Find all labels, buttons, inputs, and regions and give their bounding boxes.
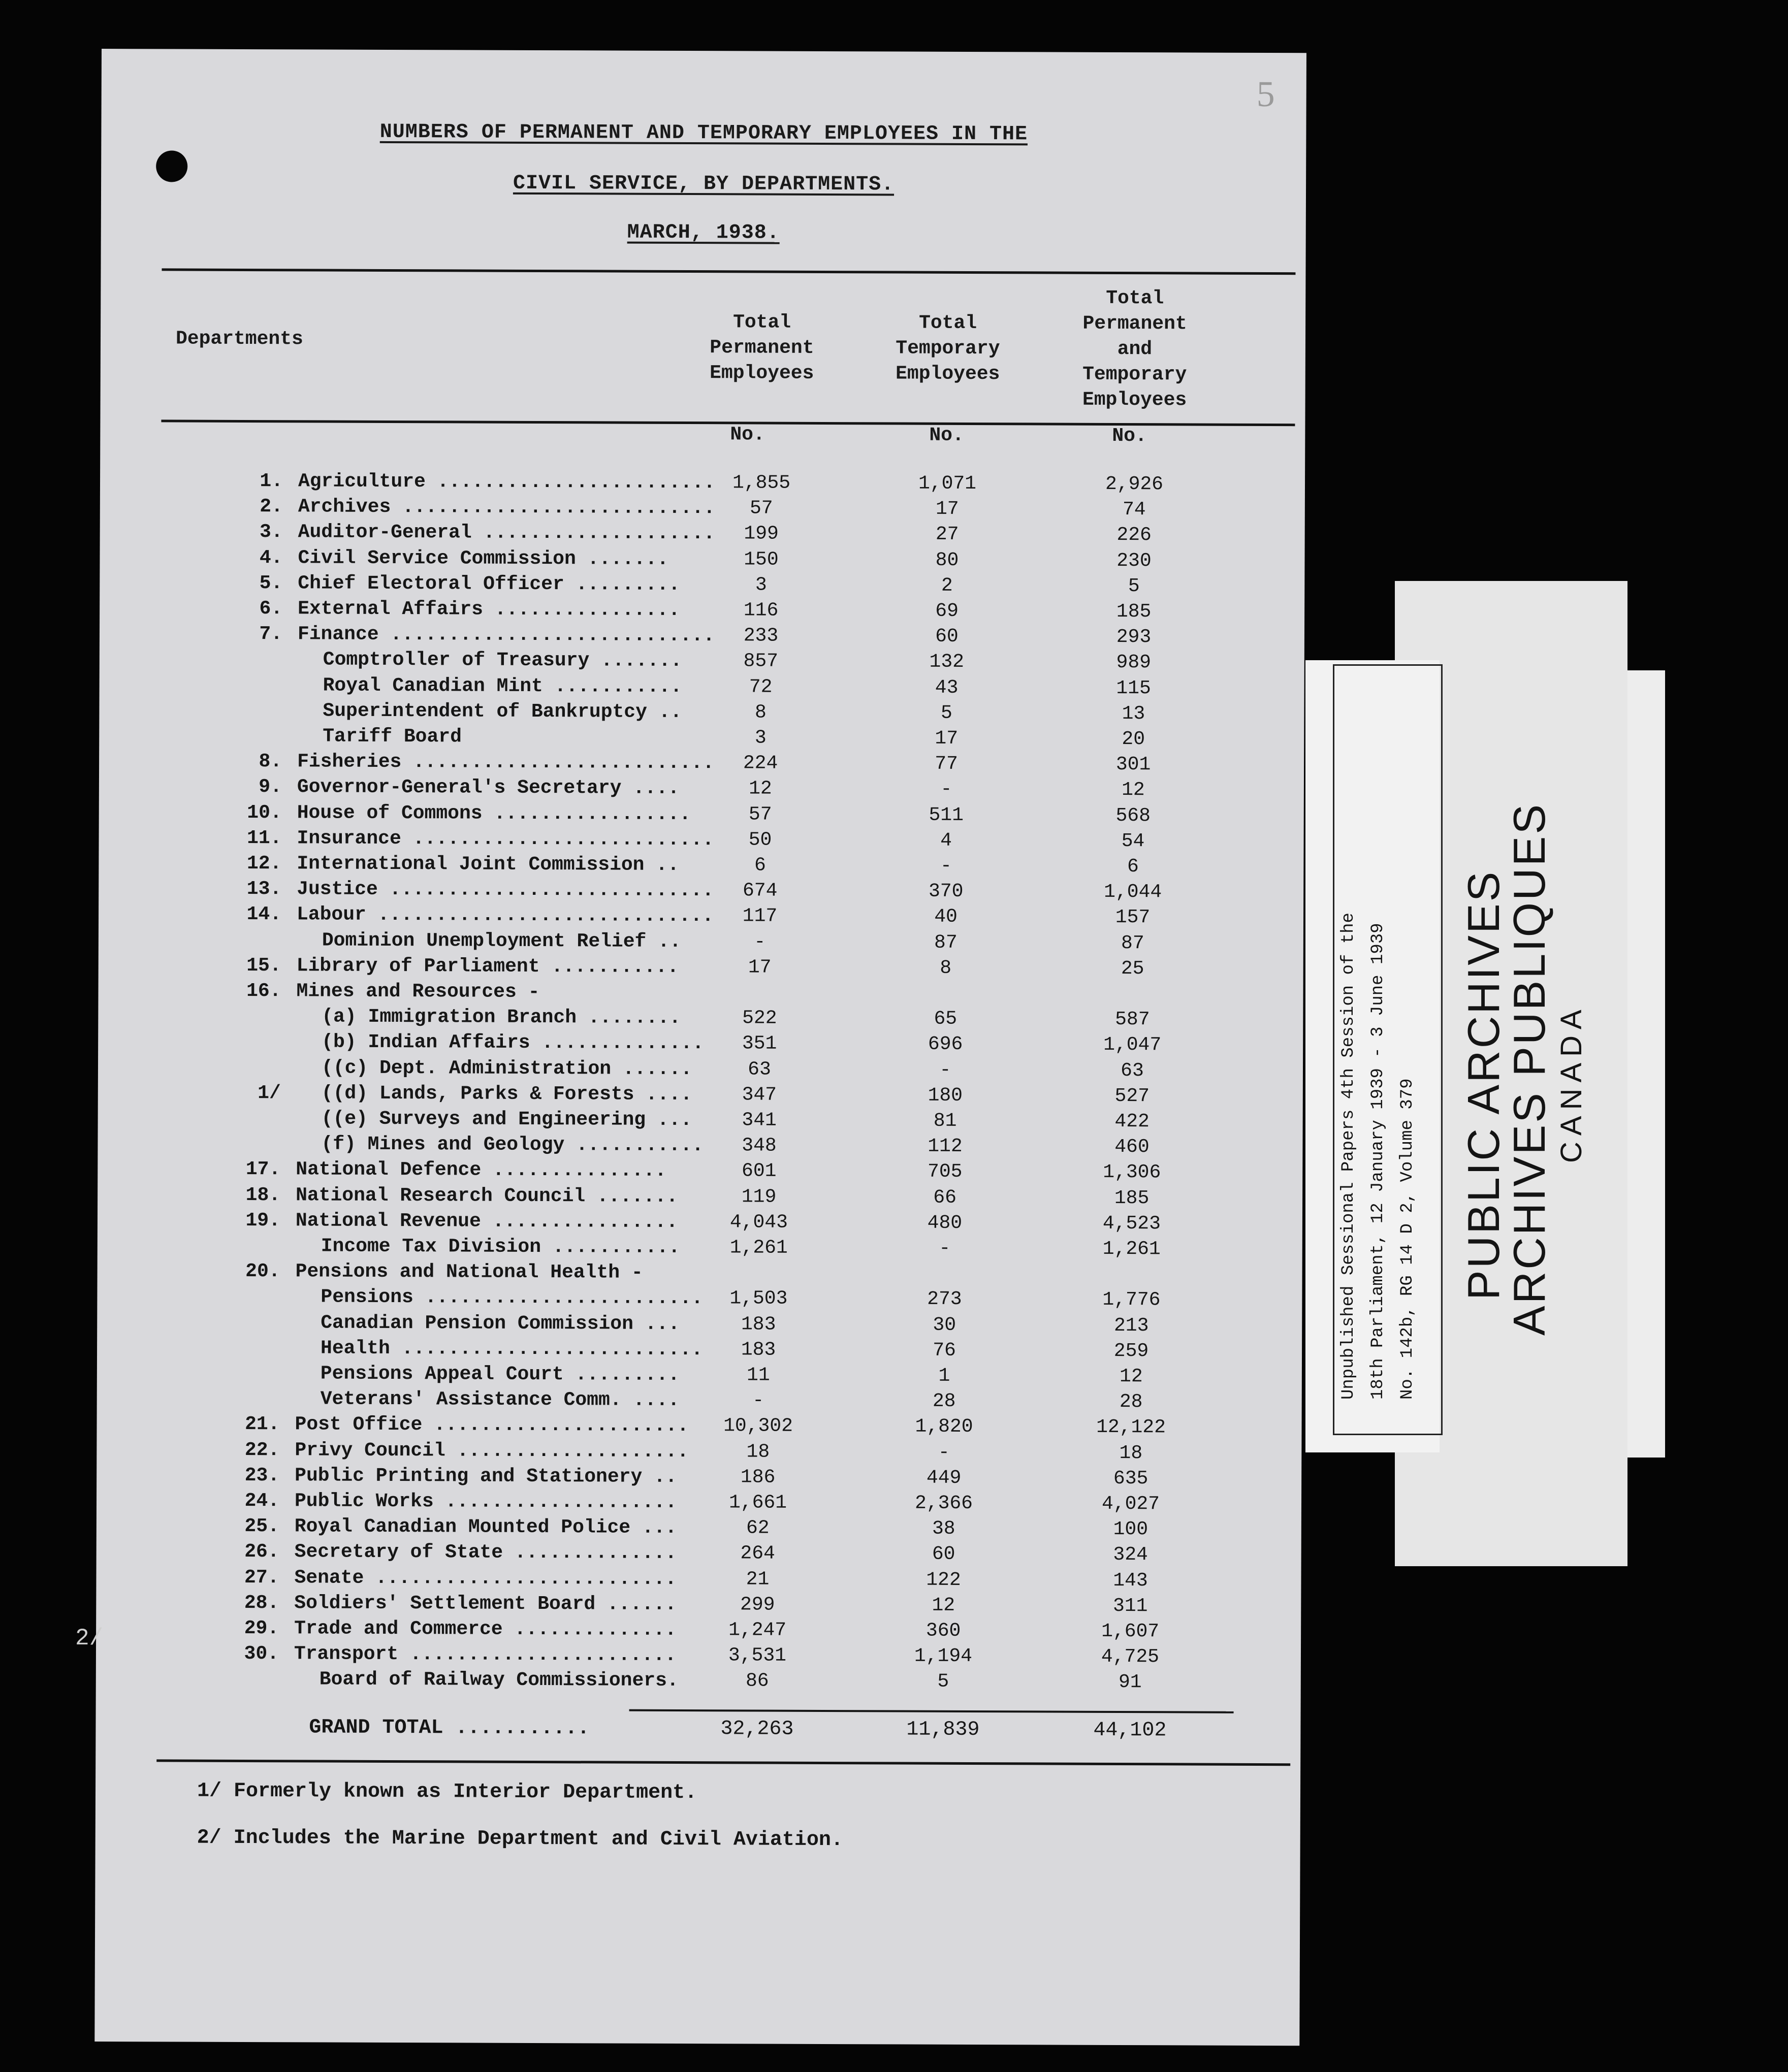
table-row bbox=[97, 1437, 1301, 1467]
permanent-count: 264 bbox=[740, 1542, 775, 1565]
temporary-count: 40 bbox=[934, 905, 957, 928]
total-count: 185 bbox=[1116, 600, 1152, 623]
table-row bbox=[99, 901, 1303, 931]
archive-brand-french: ARCHIVES PUBLIQUES bbox=[1504, 802, 1554, 1336]
table-row bbox=[100, 494, 1305, 523]
department-name: Pensions ........................ bbox=[321, 1286, 704, 1310]
temporary-count: 696 bbox=[928, 1033, 963, 1055]
table-row bbox=[98, 1055, 1303, 1084]
department-name: Comptroller of Treasury ....... bbox=[323, 649, 682, 672]
department-name: Canadian Pension Commission ... bbox=[321, 1312, 680, 1335]
total-count: 568 bbox=[1115, 804, 1151, 827]
total-count: 18 bbox=[1119, 1442, 1143, 1465]
permanent-count: 3 bbox=[754, 727, 767, 749]
archive-tab-edge bbox=[1627, 670, 1665, 1458]
department-name: ((c) Dept. Administration ...... bbox=[321, 1057, 692, 1081]
row-number: 7. bbox=[259, 623, 283, 645]
archive-brand-english: PUBLIC ARCHIVES bbox=[1458, 869, 1509, 1300]
department-name: (a) Immigration Branch ........ bbox=[322, 1006, 681, 1029]
permanent-count: 183 bbox=[741, 1313, 776, 1336]
department-name: (f) Mines and Geology ........... bbox=[321, 1133, 704, 1157]
table-row bbox=[100, 672, 1304, 702]
total-count: 1,261 bbox=[1102, 1238, 1161, 1260]
table-row bbox=[99, 927, 1303, 957]
permanent-count: 119 bbox=[741, 1186, 777, 1208]
document-page bbox=[94, 49, 1306, 2046]
row-number: 17. bbox=[245, 1158, 281, 1181]
department-name: International Joint Commission .. bbox=[297, 853, 680, 876]
table-row bbox=[100, 468, 1305, 498]
temporary-count: 8 bbox=[940, 957, 952, 979]
document-title-line2: CIVIL SERVICE, BY DEPARTMENTS. bbox=[513, 172, 895, 197]
column-header-permanent: Total Permanent Employees bbox=[710, 311, 814, 384]
unit-label-total: No. bbox=[1112, 425, 1147, 447]
table-row bbox=[97, 1284, 1302, 1313]
table-row bbox=[98, 1233, 1302, 1262]
permanent-count: 86 bbox=[745, 1670, 769, 1692]
table-row bbox=[100, 545, 1304, 574]
row-number: 21. bbox=[245, 1413, 280, 1436]
table-row bbox=[97, 1310, 1302, 1339]
temporary-count: 4 bbox=[940, 829, 952, 852]
total-count: 635 bbox=[1113, 1467, 1148, 1490]
temporary-count: 12 bbox=[932, 1594, 955, 1616]
permanent-count: 17 bbox=[748, 956, 772, 979]
total-count: 1,306 bbox=[1103, 1161, 1161, 1184]
permanent-count: 224 bbox=[743, 752, 778, 774]
temporary-count: 1 bbox=[938, 1365, 950, 1387]
department-name: (b) Indian Affairs .............. bbox=[322, 1031, 704, 1055]
table-row bbox=[96, 1565, 1301, 1594]
temporary-count: 180 bbox=[928, 1084, 963, 1107]
total-count: 5 bbox=[1128, 575, 1140, 598]
row-number: 3. bbox=[259, 521, 283, 543]
total-count: 20 bbox=[1122, 728, 1145, 751]
row-number: 4. bbox=[259, 547, 283, 569]
temporary-count: 449 bbox=[926, 1467, 962, 1489]
department-name: Finance ............................ bbox=[297, 623, 715, 647]
total-count: 91 bbox=[1118, 1671, 1142, 1694]
temporary-count: 360 bbox=[925, 1620, 961, 1642]
department-name: Health .......................... bbox=[320, 1337, 703, 1361]
temporary-count: 2,366 bbox=[914, 1492, 973, 1515]
table-row bbox=[99, 953, 1303, 982]
table-row bbox=[97, 1386, 1302, 1415]
department-name: Post Office ...................... bbox=[295, 1413, 689, 1437]
permanent-count: 857 bbox=[743, 650, 779, 672]
table-row bbox=[97, 1463, 1301, 1492]
total-count: 6 bbox=[1127, 856, 1139, 878]
department-name: Labour ............................. bbox=[296, 903, 714, 927]
department-name: Chief Electoral Officer ......... bbox=[298, 572, 680, 596]
department-name: Pensions and National Health - bbox=[295, 1260, 643, 1284]
document-date: MARCH, 1938. bbox=[627, 221, 780, 245]
document-title-line1: NUMBERS OF PERMANENT AND TEMPORARY EMPLOYEES IN THE bbox=[379, 120, 1028, 146]
permanent-count: 50 bbox=[748, 829, 772, 851]
department-name: House of Commons ................. bbox=[297, 802, 691, 826]
department-name: ((d) Lands, Parks & Forests .... bbox=[321, 1082, 692, 1106]
permanent-count: 351 bbox=[742, 1032, 777, 1055]
total-count: 1,047 bbox=[1103, 1033, 1162, 1056]
total-count: 12 bbox=[1122, 779, 1145, 801]
column-header-total: Total Permanent and Temporary Employees bbox=[1082, 287, 1187, 411]
temporary-count: 1,194 bbox=[914, 1645, 973, 1668]
total-count: 2,926 bbox=[1105, 473, 1164, 496]
department-name: Pensions Appeal Court ......... bbox=[320, 1363, 680, 1386]
table-row bbox=[98, 1156, 1302, 1186]
table-row bbox=[98, 1131, 1302, 1160]
row-number: 12. bbox=[246, 853, 282, 875]
total-count: 4,027 bbox=[1101, 1493, 1160, 1515]
table-row bbox=[98, 1182, 1302, 1212]
row-number: 11. bbox=[247, 827, 282, 850]
temporary-count: 1,820 bbox=[915, 1415, 973, 1438]
temporary-count: 17 bbox=[935, 727, 959, 750]
table-row bbox=[97, 1539, 1301, 1568]
permanent-count: 183 bbox=[741, 1339, 776, 1361]
archive-citation-line1: Unpublished Sessional Papers 4th Session of the bbox=[1339, 913, 1358, 1400]
permanent-count: 3,531 bbox=[728, 1644, 787, 1667]
permanent-count: 72 bbox=[749, 676, 773, 698]
column-header-departments: Departments bbox=[175, 328, 303, 350]
grand-total-temporary: 11,839 bbox=[906, 1718, 980, 1742]
temporary-count: 81 bbox=[933, 1110, 957, 1132]
total-count: 989 bbox=[1116, 651, 1152, 674]
total-count: 157 bbox=[1115, 906, 1151, 929]
temporary-count: 5 bbox=[937, 1670, 949, 1693]
temporary-count: 30 bbox=[933, 1314, 956, 1336]
permanent-count: 1,261 bbox=[729, 1237, 788, 1259]
table-row bbox=[98, 1080, 1303, 1110]
permanent-count: 57 bbox=[748, 803, 772, 826]
permanent-count: 63 bbox=[748, 1058, 771, 1081]
grand-total-permanent: 32,263 bbox=[720, 1718, 794, 1741]
permanent-count: 3 bbox=[755, 574, 767, 596]
row-number: 16. bbox=[246, 980, 281, 1002]
table-row bbox=[97, 1513, 1301, 1543]
total-count: 1,044 bbox=[1104, 881, 1162, 903]
table-row bbox=[99, 723, 1304, 753]
table-row bbox=[96, 1666, 1301, 1696]
total-count: 230 bbox=[1116, 549, 1152, 572]
temporary-count: 370 bbox=[928, 880, 964, 902]
total-count: 1,607 bbox=[1101, 1620, 1160, 1643]
table-row bbox=[98, 1029, 1303, 1058]
total-count: 301 bbox=[1115, 753, 1151, 776]
permanent-count: 1,503 bbox=[729, 1287, 788, 1310]
temporary-count: - bbox=[940, 778, 952, 800]
row-number: 18. bbox=[245, 1184, 281, 1207]
department-name: Board of Railway Commissioners. bbox=[319, 1668, 679, 1692]
table-bottom-rule bbox=[156, 1759, 1290, 1766]
permanent-count: 11 bbox=[747, 1364, 770, 1386]
table-row bbox=[98, 1106, 1303, 1135]
total-count: 587 bbox=[1115, 1008, 1150, 1031]
temporary-count: 112 bbox=[928, 1135, 963, 1157]
table-row bbox=[98, 1208, 1302, 1237]
total-count: 4,725 bbox=[1101, 1645, 1160, 1668]
temporary-count: - bbox=[940, 855, 952, 877]
row-number: 22. bbox=[244, 1439, 280, 1462]
row-number: 2. bbox=[260, 496, 283, 518]
header-top-rule bbox=[162, 268, 1295, 275]
department-name: Privy Council .................... bbox=[295, 1439, 689, 1463]
temporary-count: 80 bbox=[935, 549, 959, 571]
permanent-count: 1,661 bbox=[728, 1492, 787, 1514]
department-name: Insurance .......................... bbox=[297, 827, 714, 851]
temporary-count: 60 bbox=[932, 1543, 955, 1565]
permanent-count: 21 bbox=[746, 1568, 770, 1591]
temporary-count: 511 bbox=[929, 804, 964, 826]
temporary-count: - bbox=[939, 1237, 951, 1259]
department-name: Superintendent of Bankruptcy .. bbox=[323, 700, 682, 723]
temporary-count: 65 bbox=[934, 1008, 957, 1030]
permanent-count: 116 bbox=[743, 599, 779, 622]
table-row bbox=[97, 1488, 1301, 1517]
table-row bbox=[100, 596, 1304, 625]
total-count: 143 bbox=[1113, 1569, 1148, 1592]
table-row bbox=[99, 876, 1303, 905]
table-row bbox=[99, 749, 1304, 778]
table-row bbox=[98, 1258, 1302, 1288]
department-name: National Research Council ....... bbox=[296, 1184, 678, 1208]
permanent-count bbox=[678, 1260, 840, 1261]
table-row bbox=[100, 621, 1304, 651]
table-row bbox=[96, 1590, 1301, 1620]
row-number: 8. bbox=[259, 751, 282, 773]
permanent-count: 199 bbox=[744, 523, 779, 545]
permanent-count: 341 bbox=[742, 1109, 777, 1131]
table-row bbox=[97, 1411, 1301, 1441]
temporary-count: 38 bbox=[932, 1517, 955, 1540]
grand-total-rule bbox=[629, 1709, 1234, 1713]
unit-label-permanent: No. bbox=[730, 424, 765, 446]
temporary-count: 87 bbox=[934, 931, 957, 954]
department-name: Dominion Unemployment Relief .. bbox=[322, 929, 681, 953]
temporary-count: 705 bbox=[927, 1160, 963, 1183]
permanent-count: 6 bbox=[754, 854, 766, 877]
total-count: 12,122 bbox=[1096, 1416, 1166, 1439]
temporary-count: 43 bbox=[935, 676, 959, 699]
permanent-count: 10,302 bbox=[723, 1415, 793, 1437]
table-row bbox=[99, 825, 1303, 855]
permanent-count: 62 bbox=[746, 1517, 770, 1539]
department-name: Fisheries .......................... bbox=[297, 751, 715, 774]
total-count: 460 bbox=[1114, 1136, 1150, 1158]
permanent-count: 348 bbox=[742, 1135, 777, 1157]
temporary-count: 122 bbox=[926, 1569, 961, 1591]
temporary-count: - bbox=[939, 1059, 951, 1081]
table-row bbox=[98, 978, 1303, 1008]
department-name: Mines and Resources - bbox=[296, 980, 540, 1003]
department-name: Agriculture ........................ bbox=[298, 470, 716, 494]
total-count: 1,776 bbox=[1102, 1288, 1161, 1311]
permanent-count: 57 bbox=[749, 497, 773, 520]
total-count: 28 bbox=[1119, 1391, 1143, 1413]
total-count: 527 bbox=[1114, 1085, 1150, 1108]
permanent-count: 150 bbox=[744, 548, 779, 571]
total-count: 25 bbox=[1121, 958, 1144, 980]
temporary-count: 132 bbox=[929, 651, 965, 673]
footnote-2: 2/ Includes the Marine Department and Civil Aviation. bbox=[197, 1826, 843, 1852]
department-name: Civil Service Commission ....... bbox=[298, 547, 669, 570]
department-name: Library of Parliament ........... bbox=[296, 955, 679, 978]
archive-citation-line2: 18th Parliament, 12 January 1939 - 3 June 1939 bbox=[1368, 923, 1388, 1400]
row-number: 9. bbox=[259, 776, 282, 798]
department-name: Public Printing and Stationery .. bbox=[295, 1465, 677, 1488]
total-count: 115 bbox=[1116, 677, 1151, 700]
temporary-count: 76 bbox=[933, 1339, 956, 1362]
unit-label-temporary: No. bbox=[929, 424, 964, 446]
table-row bbox=[99, 698, 1304, 727]
temporary-count: 66 bbox=[933, 1186, 956, 1209]
department-name: Transport ....................... bbox=[294, 1643, 677, 1666]
total-count: 63 bbox=[1121, 1060, 1144, 1082]
total-count: 422 bbox=[1114, 1110, 1150, 1133]
department-name: Secretary of State .............. bbox=[294, 1541, 677, 1564]
department-name: Governor-General's Secretary .... bbox=[297, 776, 680, 799]
table-row bbox=[100, 570, 1304, 600]
temporary-count: 2 bbox=[941, 574, 953, 597]
temporary-count: 60 bbox=[935, 625, 959, 648]
row-number: 29. bbox=[244, 1617, 279, 1640]
department-name: Public Works .................... bbox=[294, 1490, 677, 1513]
footnote-1: 1/ Formerly known as Interior Department. bbox=[197, 1779, 697, 1805]
department-name: National Defence ............... bbox=[296, 1158, 667, 1182]
temporary-count: 28 bbox=[932, 1390, 956, 1412]
row-number: 10. bbox=[247, 802, 282, 824]
total-count: 293 bbox=[1116, 626, 1152, 649]
permanent-count: 601 bbox=[741, 1160, 777, 1182]
permanent-count: 674 bbox=[742, 880, 778, 902]
table-row bbox=[99, 851, 1303, 880]
total-count: 185 bbox=[1114, 1187, 1150, 1210]
margin-note: 2/ bbox=[75, 1625, 104, 1652]
permanent-count: 8 bbox=[754, 701, 767, 724]
total-count: 12 bbox=[1119, 1366, 1143, 1388]
row-number: 24. bbox=[244, 1490, 280, 1512]
permanent-count: 4,043 bbox=[729, 1211, 788, 1234]
total-count: 54 bbox=[1121, 830, 1145, 853]
permanent-count: 12 bbox=[749, 778, 772, 800]
permanent-count: 299 bbox=[740, 1594, 775, 1616]
table-row bbox=[96, 1641, 1301, 1670]
row-number: 15. bbox=[246, 955, 281, 977]
temporary-count: 77 bbox=[935, 753, 958, 775]
permanent-count: 347 bbox=[742, 1084, 777, 1106]
row-number: 20. bbox=[245, 1260, 280, 1283]
total-count: 13 bbox=[1122, 703, 1145, 725]
total-count: 324 bbox=[1113, 1543, 1148, 1566]
department-name: Soldiers' Settlement Board ...... bbox=[294, 1592, 677, 1615]
table-row bbox=[97, 1361, 1302, 1390]
temporary-count: 69 bbox=[935, 600, 959, 622]
row-number: 27. bbox=[244, 1566, 279, 1589]
total-count: 4,523 bbox=[1102, 1212, 1161, 1235]
row-number: 19. bbox=[245, 1210, 281, 1232]
archive-citation-line3: No. 142b, RG 14 D 2, Volume 379 bbox=[1398, 1078, 1417, 1400]
permanent-count: - bbox=[752, 1389, 764, 1412]
table-row bbox=[96, 1615, 1301, 1645]
department-name: Veterans' Assistance Comm. .... bbox=[320, 1388, 680, 1411]
permanent-count: 18 bbox=[746, 1441, 770, 1463]
total-count: 74 bbox=[1122, 499, 1146, 521]
grand-total-label: GRAND TOTAL ........... bbox=[309, 1716, 590, 1740]
permanent-count: 233 bbox=[743, 625, 779, 647]
department-name: Auditor-General .................... bbox=[298, 521, 715, 545]
department-name: Archives ........................... bbox=[298, 496, 715, 520]
row-number: 28. bbox=[244, 1592, 279, 1614]
department-name: National Revenue ................ bbox=[295, 1210, 678, 1233]
row-number: 30. bbox=[244, 1642, 279, 1665]
row-number: 5. bbox=[259, 572, 283, 595]
row-number: 1/ bbox=[258, 1082, 281, 1105]
row-number: 23. bbox=[244, 1465, 280, 1487]
row-number: 14. bbox=[246, 903, 282, 926]
permanent-count: 522 bbox=[742, 1007, 777, 1029]
permanent-count: 186 bbox=[740, 1466, 776, 1488]
table-row bbox=[99, 800, 1304, 829]
archive-brand-country: CANADA bbox=[1555, 1003, 1588, 1163]
permanent-count bbox=[679, 980, 841, 981]
temporary-count: 27 bbox=[935, 523, 959, 545]
department-name: External Affairs ................ bbox=[298, 598, 680, 621]
table-row bbox=[99, 774, 1304, 803]
department-name: Tariff Board bbox=[323, 725, 462, 748]
table-row bbox=[100, 646, 1304, 676]
total-count: 226 bbox=[1116, 524, 1152, 546]
temporary-count: 273 bbox=[927, 1288, 962, 1310]
table-row bbox=[97, 1335, 1302, 1365]
table-row bbox=[98, 1003, 1303, 1033]
department-name: Royal Canadian Mounted Police ... bbox=[294, 1515, 677, 1539]
row-number: 26. bbox=[244, 1541, 279, 1563]
department-name: ((e) Surveys and Engineering ... bbox=[321, 1108, 692, 1131]
department-name: Trade and Commerce .............. bbox=[294, 1617, 677, 1641]
temporary-count: 480 bbox=[927, 1212, 963, 1234]
department-name: Justice ............................ bbox=[297, 878, 714, 902]
total-count: 311 bbox=[1113, 1595, 1148, 1617]
permanent-count: 1,855 bbox=[732, 472, 791, 494]
department-name: Income Tax Division ........... bbox=[321, 1235, 680, 1258]
temporary-count: 1,071 bbox=[918, 472, 977, 495]
page-number-mark: 5 bbox=[1256, 73, 1275, 115]
total-count: 100 bbox=[1113, 1518, 1148, 1541]
column-header-temporary: Total Temporary Employees bbox=[896, 312, 1000, 385]
department-name: Royal Canadian Mint ........... bbox=[323, 674, 682, 698]
row-number: 25. bbox=[244, 1515, 279, 1538]
total-count: 87 bbox=[1121, 932, 1144, 955]
grand-total-combined: 44,102 bbox=[1093, 1719, 1167, 1742]
row-number: 1. bbox=[260, 470, 283, 493]
total-count: 213 bbox=[1113, 1314, 1149, 1337]
table-row bbox=[100, 519, 1305, 548]
permanent-count: 1,247 bbox=[728, 1619, 787, 1641]
temporary-count: 5 bbox=[940, 702, 952, 724]
temporary-count: 17 bbox=[935, 498, 959, 520]
temporary-count: - bbox=[938, 1441, 950, 1464]
department-name: Senate .......................... bbox=[294, 1567, 677, 1590]
row-number: 6. bbox=[259, 598, 283, 620]
permanent-count: 117 bbox=[742, 905, 778, 927]
row-number: 13. bbox=[246, 878, 282, 900]
total-count: 259 bbox=[1113, 1340, 1149, 1363]
permanent-count: - bbox=[754, 931, 766, 953]
